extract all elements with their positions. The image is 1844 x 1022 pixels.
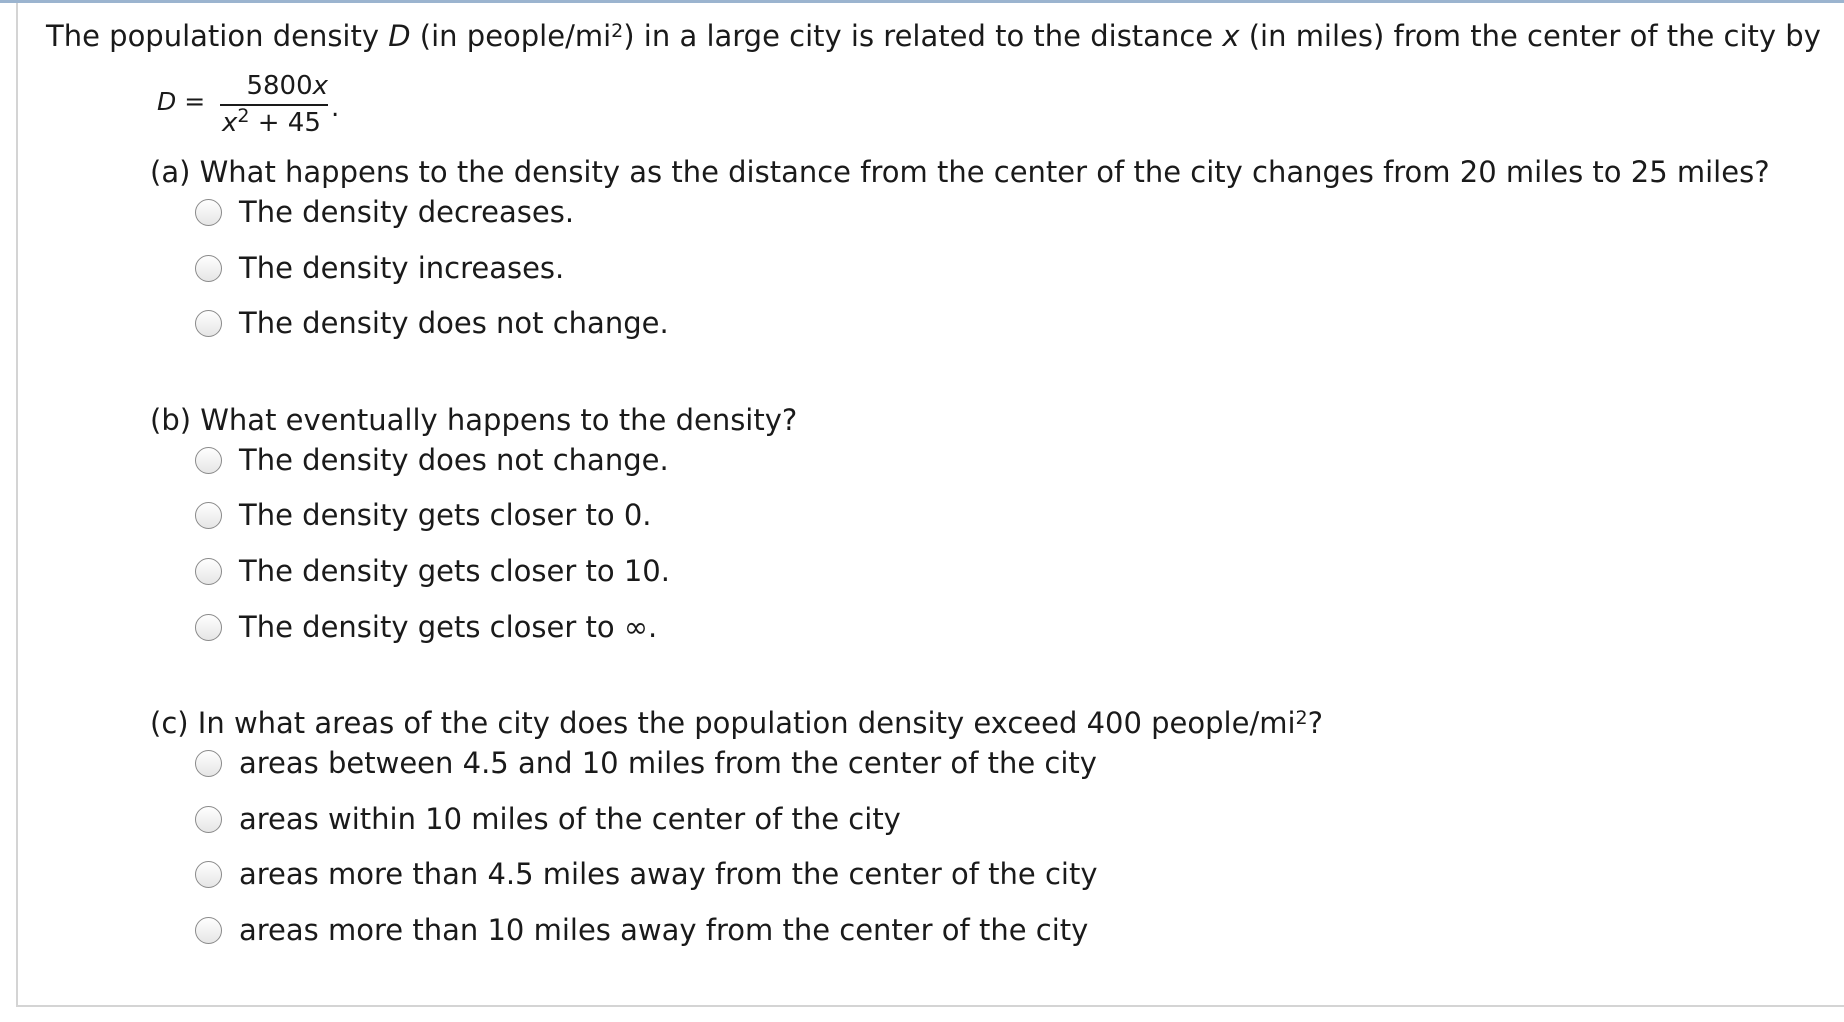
equation-period: . xyxy=(331,93,340,123)
part-b-option-3-label[interactable]: The density gets closer to 10. xyxy=(239,554,670,588)
part-a-option-1-label[interactable]: The density decreases. xyxy=(239,195,575,229)
part-c-option-2-radio[interactable] xyxy=(195,806,222,833)
part-b-option-1-radio[interactable] xyxy=(195,447,222,474)
problem-intro: The population density D (in people/$mi^2$) in a large city is related to the distance x (in miles) from the center of the city by xyxy=(46,19,1821,53)
part-a-option-3-radio[interactable] xyxy=(195,310,222,337)
part-a-question: (a) What happens to the density as the distance from the center of the city changes from 20 miles to 25 miles? xyxy=(150,155,1770,189)
part-b-question: (b) What eventually happens to the density? xyxy=(150,403,798,437)
part-a-option-2-radio[interactable] xyxy=(195,255,222,282)
part-c-option-3-radio[interactable] xyxy=(195,861,222,888)
part-a-option-3-label[interactable]: The density does not change. xyxy=(239,306,669,340)
part-a-option-1-radio[interactable] xyxy=(195,199,222,226)
part-c-question: (c) In what areas of the city does the population density exceed 400 people/$mi^2$? xyxy=(150,706,1324,740)
part-c-option-3-label[interactable]: areas more than 4.5 miles away from the center of the city xyxy=(239,857,1098,891)
equation-numerator: 5800x xyxy=(246,71,328,101)
part-b-option-1-label[interactable]: The density does not change. xyxy=(239,443,669,477)
part-b-option-2-label[interactable]: The density gets closer to 0. xyxy=(239,498,652,532)
part-b-option-3-radio[interactable] xyxy=(195,558,222,585)
part-b-option-4-radio[interactable] xyxy=(195,614,222,641)
part-a-option-2-label[interactable]: The density increases. xyxy=(239,251,565,285)
part-c-option-4-radio[interactable] xyxy=(195,917,222,944)
equation-denominator: $x^2 + 45$ xyxy=(222,105,321,138)
part-c-option-1-radio[interactable] xyxy=(195,750,222,777)
part-b-option-4-label[interactable]: The density gets closer to ∞. xyxy=(239,610,658,644)
part-c-option-1-label[interactable]: areas between 4.5 and 10 miles from the center of the city xyxy=(239,746,1097,780)
part-c-option-2-label[interactable]: areas within 10 miles of the center of the city xyxy=(239,802,901,836)
part-b-option-2-radio[interactable] xyxy=(195,502,222,529)
part-c-option-4-label[interactable]: areas more than 10 miles away from the center of the city xyxy=(239,913,1089,947)
equation-lhs: D = xyxy=(157,87,206,116)
